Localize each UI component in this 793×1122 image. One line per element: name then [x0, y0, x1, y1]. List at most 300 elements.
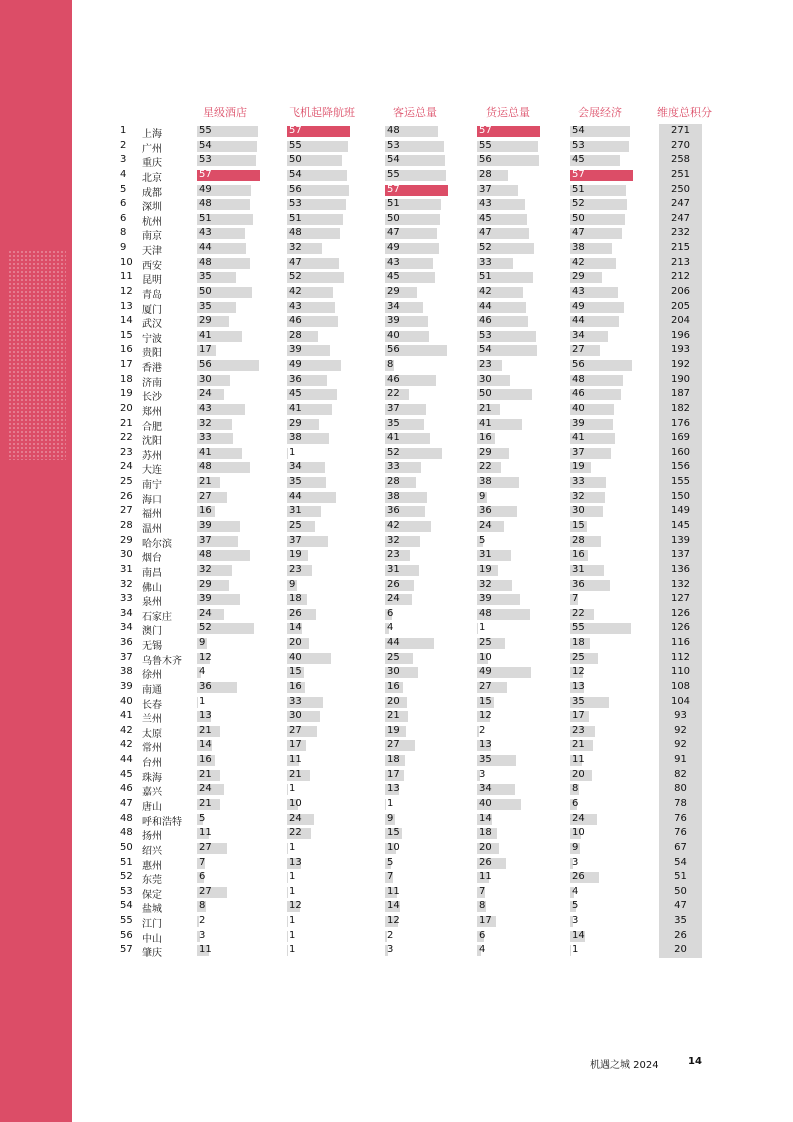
total-score: 108 [670, 680, 691, 692]
total-score: 206 [670, 285, 691, 297]
score-value: 47 [289, 256, 302, 268]
city-name: 合肥 [142, 421, 162, 433]
score-value: 44 [199, 242, 212, 254]
score-value: 50 [572, 212, 585, 224]
rank: 18 [120, 373, 133, 385]
table-row [0, 285, 793, 300]
score-value: 26 [572, 871, 585, 883]
table-row [0, 534, 793, 549]
total-score: 20 [674, 944, 687, 956]
score-value: 51 [572, 183, 585, 195]
rank: 8 [120, 227, 127, 239]
total-score: 136 [670, 563, 691, 575]
rank: 48 [120, 827, 133, 839]
score-value: 1 [572, 944, 579, 956]
score-value: 19 [289, 549, 302, 561]
score-value: 36 [199, 680, 212, 692]
score-value: 33 [289, 695, 302, 707]
score-value: 13 [387, 783, 400, 795]
rank: 4 [120, 168, 127, 180]
city-name: 西安 [142, 260, 162, 272]
total-score: 193 [670, 344, 691, 356]
score-value: 17 [479, 915, 492, 927]
rank: 13 [120, 300, 133, 312]
score-value: 1 [199, 695, 206, 707]
score-value: 48 [289, 227, 302, 239]
table-row [0, 592, 793, 607]
score-value: 41 [199, 329, 212, 341]
score-value: 11 [199, 827, 212, 839]
score-value: 54 [199, 139, 212, 151]
score-value: 48 [199, 461, 212, 473]
score-value: 16 [387, 680, 400, 692]
total-score: 35 [674, 915, 687, 927]
score-value: 16 [289, 680, 302, 692]
score-value: 14 [289, 622, 302, 634]
score-value: 46 [387, 373, 400, 385]
score-value: 12 [387, 915, 400, 927]
city-name: 呼和浩特 [142, 816, 182, 828]
rank: 47 [120, 797, 133, 809]
city-name: 乌鲁木齐 [142, 655, 182, 667]
rank: 15 [120, 329, 133, 341]
score-bar [287, 945, 288, 956]
score-value: 1 [289, 446, 296, 458]
score-value: 54 [387, 154, 400, 166]
score-value: 24 [199, 388, 212, 400]
city-name: 江门 [142, 919, 162, 931]
score-value: 23 [572, 724, 585, 736]
score-value: 5 [199, 812, 206, 824]
score-value: 18 [479, 827, 492, 839]
score-value: 17 [289, 739, 302, 751]
score-value: 38 [479, 476, 492, 488]
rank: 19 [120, 388, 133, 400]
rank: 37 [120, 651, 133, 663]
score-value: 23 [289, 563, 302, 575]
rank: 38 [120, 666, 133, 678]
total-score: 187 [670, 388, 691, 400]
total-score: 78 [674, 797, 687, 809]
score-value: 37 [387, 402, 400, 414]
score-value: 17 [572, 710, 585, 722]
rank: 2 [120, 139, 127, 151]
table-row [0, 329, 793, 344]
score-value: 51 [289, 212, 302, 224]
city-name: 泉州 [142, 597, 162, 609]
table-row [0, 446, 793, 461]
score-value: 43 [572, 285, 585, 297]
score-value: 28 [479, 168, 492, 180]
score-value: 28 [387, 476, 400, 488]
score-value: 39 [199, 520, 212, 531]
score-value: 57 [289, 125, 302, 136]
city-name: 肇庆 [142, 948, 162, 960]
total-score: 150 [670, 490, 691, 502]
score-bar [287, 843, 288, 854]
city-name: 南京 [142, 231, 162, 243]
score-value: 8 [199, 900, 206, 912]
rank: 12 [120, 285, 133, 297]
score-value: 20 [387, 695, 400, 707]
score-value: 35 [289, 476, 302, 488]
city-name: 南宁 [142, 480, 162, 492]
total-score: 112 [670, 651, 691, 663]
score-value: 18 [289, 593, 302, 605]
score-value: 8 [572, 783, 579, 795]
score-value: 31 [289, 505, 302, 517]
score-value: 6 [479, 929, 486, 941]
score-value: 44 [387, 637, 400, 649]
score-value: 52 [387, 446, 400, 458]
table-row [0, 226, 793, 241]
score-value: 33 [199, 432, 212, 444]
score-value: 48 [572, 373, 585, 385]
table-row [0, 124, 793, 139]
score-value: 51 [479, 271, 492, 283]
score-bar [570, 945, 571, 956]
rank: 22 [120, 432, 133, 444]
score-value: 1 [289, 871, 296, 883]
city-name: 澳门 [142, 626, 162, 638]
header-exhibition: 会展经济 [578, 106, 622, 119]
score-value: 10 [387, 841, 400, 853]
table-row [0, 812, 793, 827]
rank: 44 [120, 754, 133, 766]
city-name: 大连 [142, 465, 162, 477]
table-row [0, 314, 793, 329]
score-value: 15 [289, 666, 302, 678]
score-value: 57 [387, 183, 400, 195]
score-value: 24 [289, 812, 302, 824]
table-row [0, 548, 793, 563]
score-value: 30 [387, 666, 400, 678]
score-value: 31 [479, 549, 492, 561]
score-value: 39 [199, 593, 212, 605]
score-value: 21 [572, 739, 585, 751]
score-value: 53 [572, 139, 585, 151]
rank: 26 [120, 490, 133, 502]
score-value: 1 [289, 841, 296, 853]
city-name: 香港 [142, 363, 162, 375]
city-name: 昆明 [142, 275, 162, 287]
score-value: 39 [479, 593, 492, 605]
score-bar [287, 916, 288, 927]
rank: 24 [120, 461, 133, 473]
total-score: 92 [674, 724, 687, 736]
total-score: 137 [670, 549, 691, 561]
table-row [0, 768, 793, 783]
score-value: 9 [289, 578, 296, 590]
score-value: 32 [572, 490, 585, 502]
score-value: 42 [479, 285, 492, 297]
score-value: 1 [289, 885, 296, 897]
score-value: 49 [199, 183, 212, 195]
score-value: 39 [289, 344, 302, 356]
rank: 25 [120, 476, 133, 488]
score-value: 11 [199, 944, 212, 956]
city-name: 上海 [142, 129, 162, 140]
score-value: 3 [387, 944, 394, 956]
score-value: 55 [199, 125, 212, 136]
table-row [0, 943, 793, 958]
total-score: 232 [670, 227, 691, 239]
score-value: 15 [572, 520, 585, 531]
score-value: 46 [479, 315, 492, 327]
score-value: 56 [479, 154, 492, 166]
score-value: 30 [479, 373, 492, 385]
table-row [0, 709, 793, 724]
total-score: 182 [670, 402, 691, 414]
table-row [0, 343, 793, 358]
score-value: 50 [289, 154, 302, 166]
score-value: 34 [289, 461, 302, 473]
score-value: 9 [199, 637, 206, 649]
total-score: 82 [674, 768, 687, 780]
score-value: 18 [387, 754, 400, 766]
score-value: 24 [387, 593, 400, 605]
table-row [0, 402, 793, 417]
score-value: 1 [479, 622, 486, 634]
rank: 29 [120, 534, 133, 546]
score-value: 32 [199, 563, 212, 575]
score-value: 14 [479, 812, 492, 824]
score-value: 45 [387, 271, 400, 283]
score-value: 11 [479, 871, 492, 883]
table-row [0, 636, 793, 651]
score-value: 47 [572, 227, 585, 239]
score-value: 27 [199, 490, 212, 502]
city-name: 佛山 [142, 582, 162, 594]
score-value: 36 [572, 578, 585, 590]
score-value: 50 [479, 388, 492, 400]
score-bar [287, 784, 288, 795]
table-row [0, 358, 793, 373]
total-score: 270 [670, 139, 691, 151]
score-value: 43 [199, 402, 212, 414]
score-value: 15 [479, 695, 492, 707]
table-row [0, 753, 793, 768]
score-value: 36 [479, 505, 492, 517]
table-row [0, 431, 793, 446]
city-name: 扬州 [142, 831, 162, 843]
score-value: 36 [387, 505, 400, 517]
score-value: 44 [289, 490, 302, 502]
total-score: 116 [670, 637, 691, 649]
rank: 41 [120, 710, 133, 722]
score-value: 30 [289, 710, 302, 722]
score-value: 27 [199, 841, 212, 853]
table-row [0, 563, 793, 578]
total-score: 212 [670, 271, 691, 283]
score-value: 37 [479, 183, 492, 195]
score-value: 15 [387, 827, 400, 839]
score-value: 21 [199, 768, 212, 780]
score-value: 5 [572, 900, 579, 912]
city-name: 台州 [142, 758, 162, 770]
score-value: 32 [289, 242, 302, 254]
table-row [0, 738, 793, 753]
score-value: 56 [572, 359, 585, 371]
city-name: 郑州 [142, 406, 162, 418]
city-name: 东莞 [142, 875, 162, 887]
total-score: 271 [670, 125, 691, 136]
score-value: 46 [572, 388, 585, 400]
city-name: 嘉兴 [142, 787, 162, 799]
city-name: 宁波 [142, 333, 162, 345]
score-value: 23 [387, 549, 400, 561]
score-value: 33 [572, 476, 585, 488]
score-value: 4 [572, 885, 579, 897]
score-value: 35 [572, 695, 585, 707]
total-score: 50 [674, 885, 687, 897]
score-value: 13 [572, 680, 585, 692]
score-value: 48 [199, 256, 212, 268]
score-value: 27 [572, 344, 585, 356]
rank: 14 [120, 315, 133, 327]
table-row [0, 665, 793, 680]
score-value: 53 [387, 139, 400, 151]
score-value: 11 [572, 754, 585, 766]
table-row [0, 300, 793, 315]
city-name: 惠州 [142, 860, 162, 872]
score-value: 3 [572, 915, 579, 927]
score-value: 20 [289, 637, 302, 649]
score-value: 41 [289, 402, 302, 414]
score-value: 51 [387, 198, 400, 210]
rank: 16 [120, 344, 133, 356]
score-value: 27 [387, 739, 400, 751]
score-value: 23 [479, 359, 492, 371]
rank: 36 [120, 637, 133, 649]
score-value: 1 [289, 929, 296, 941]
table-row [0, 578, 793, 593]
rank: 42 [120, 739, 133, 751]
rank: 46 [120, 783, 133, 795]
total-score: 247 [670, 212, 691, 224]
score-value: 33 [479, 256, 492, 268]
table-row [0, 387, 793, 402]
score-value: 49 [387, 242, 400, 254]
score-value: 55 [479, 139, 492, 151]
score-value: 21 [387, 710, 400, 722]
table-row [0, 826, 793, 841]
city-name: 南昌 [142, 567, 162, 579]
city-name: 常州 [142, 743, 162, 755]
rank: 21 [120, 417, 133, 429]
score-value: 31 [387, 563, 400, 575]
table-row [0, 782, 793, 797]
rank: 50 [120, 841, 133, 853]
score-value: 55 [572, 622, 585, 634]
score-value: 56 [289, 183, 302, 195]
city-name: 贵阳 [142, 348, 162, 360]
total-score: 47 [674, 900, 687, 912]
rank: 17 [120, 359, 133, 371]
total-score: 51 [674, 871, 687, 883]
table-row [0, 899, 793, 914]
rank: 10 [120, 256, 133, 268]
score-value: 8 [387, 359, 394, 371]
score-value: 5 [387, 856, 394, 868]
table-row [0, 504, 793, 519]
rank: 28 [120, 520, 133, 531]
score-value: 2 [199, 915, 206, 927]
total-score: 192 [670, 359, 691, 371]
score-value: 10 [572, 827, 585, 839]
total-score: 139 [670, 534, 691, 546]
score-value: 42 [572, 256, 585, 268]
city-name: 太原 [142, 728, 162, 740]
score-value: 35 [199, 271, 212, 283]
city-name: 徐州 [142, 670, 162, 682]
total-score: 160 [670, 446, 691, 458]
city-name: 天津 [142, 246, 162, 258]
score-value: 40 [289, 651, 302, 663]
total-score: 104 [670, 695, 691, 707]
city-name: 唐山 [142, 801, 162, 813]
table-row [0, 212, 793, 227]
score-value: 12 [572, 666, 585, 678]
city-name: 兰州 [142, 714, 162, 726]
total-score: 247 [670, 198, 691, 210]
table-row [0, 241, 793, 256]
score-value: 16 [572, 549, 585, 561]
score-bar [385, 799, 386, 810]
rank: 51 [120, 856, 133, 868]
score-value: 30 [199, 373, 212, 385]
score-value: 38 [572, 242, 585, 254]
score-value: 7 [199, 856, 206, 868]
score-value: 43 [289, 300, 302, 312]
total-score: 190 [670, 373, 691, 385]
score-value: 30 [572, 505, 585, 517]
score-value: 8 [479, 900, 486, 912]
total-score: 149 [670, 505, 691, 517]
city-name: 绍兴 [142, 845, 162, 857]
score-value: 12 [289, 900, 302, 912]
total-score: 169 [670, 432, 691, 444]
table-row [0, 914, 793, 929]
total-score: 80 [674, 783, 687, 795]
score-value: 52 [199, 622, 212, 634]
score-value: 16 [199, 754, 212, 766]
score-value: 52 [289, 271, 302, 283]
total-score: 155 [670, 476, 691, 488]
score-value: 5 [479, 534, 486, 546]
city-name: 杭州 [142, 216, 162, 228]
score-value: 24 [199, 607, 212, 619]
score-value: 37 [289, 534, 302, 546]
score-value: 4 [479, 944, 486, 956]
city-name: 武汉 [142, 319, 162, 331]
score-value: 38 [289, 432, 302, 444]
city-name: 成都 [142, 187, 162, 199]
score-value: 35 [199, 300, 212, 312]
city-name: 长春 [142, 699, 162, 711]
score-bar [477, 623, 478, 634]
score-value: 21 [199, 724, 212, 736]
score-value: 52 [479, 242, 492, 254]
score-value: 14 [387, 900, 400, 912]
score-value: 2 [387, 929, 394, 941]
city-name: 深圳 [142, 202, 162, 214]
score-value: 46 [289, 315, 302, 327]
header-total-score: 维度总积分 [657, 106, 712, 119]
rank: 57 [120, 944, 133, 956]
score-value: 44 [479, 300, 492, 312]
rank: 54 [120, 900, 133, 912]
